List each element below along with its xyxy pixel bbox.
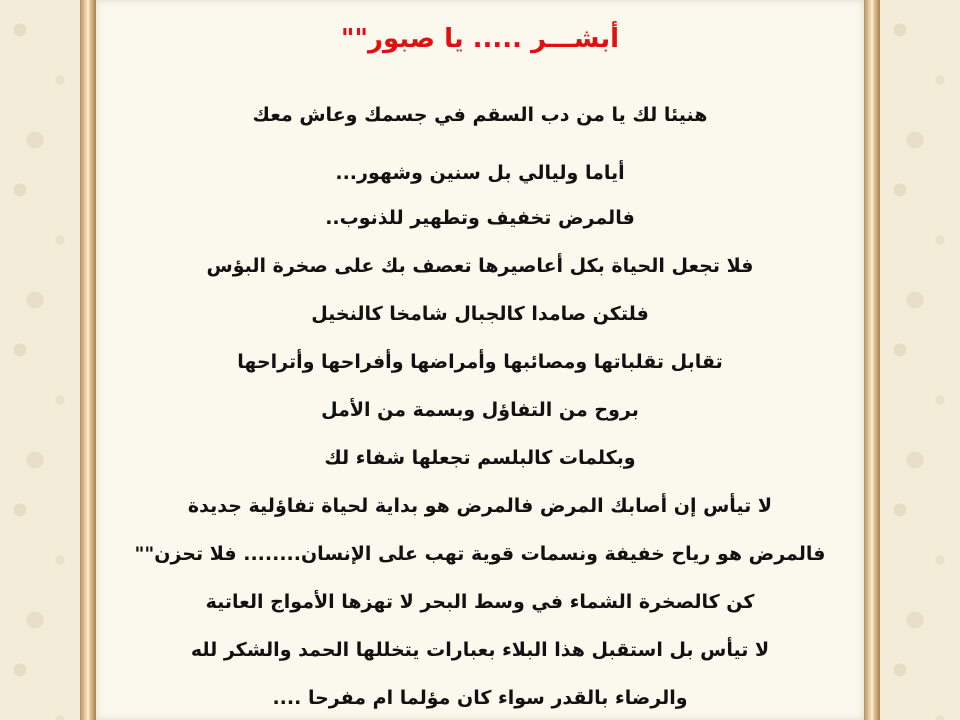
poem-line: لا تيأس إن أصابك المرض فالمرض هو بداية لحياة تفاؤلية جديدة <box>187 495 773 517</box>
poem-title: أبشـــر ..... يا صبور"" <box>340 24 620 54</box>
poem-line: تقابل تقلباتها ومصائبها وأمراضها وأفراحها وأتراحها <box>237 351 723 373</box>
poem-line: فالمرض تخفيف وتطهير للذنوب.. <box>325 207 635 229</box>
poem-line: وبكلمات كالبلسم تجعلها شفاء لك <box>324 447 636 469</box>
poem-line: فلتكن صامدا كالجبال شامخا كالنخيل <box>311 303 649 325</box>
right-frame-post <box>864 0 880 720</box>
poem-line: فلا تجعل الحياة بكل أعاصيرها تعصف بك على صخرة البؤس <box>206 255 754 277</box>
poem-line: لا تيأس بل استقبل هذا البلاء بعبارات يتخللها الحمد والشكر لله <box>190 639 770 661</box>
poem-line: بروح من التفاؤل وبسمة من الأمل <box>321 399 639 421</box>
poem-line: هنيئا لك يا من دب السقم في جسمك وعاش معك <box>252 104 708 126</box>
poem-line: والرضاء بالقدر سواء كان مؤلما ام مفرحا .... <box>272 687 688 709</box>
poem-line: كن كالصخرة الشماء في وسط البحر لا تهزها الأمواج العاتية <box>205 591 755 613</box>
poem-line: فالمرض هو رياح خفيفة ونسمات قوية تهب على الإنسان........ فلا تحزن"" <box>134 543 826 565</box>
left-frame-post <box>80 0 96 720</box>
poem-line: أياما وليالي بل سنين وشهور... <box>335 162 625 184</box>
